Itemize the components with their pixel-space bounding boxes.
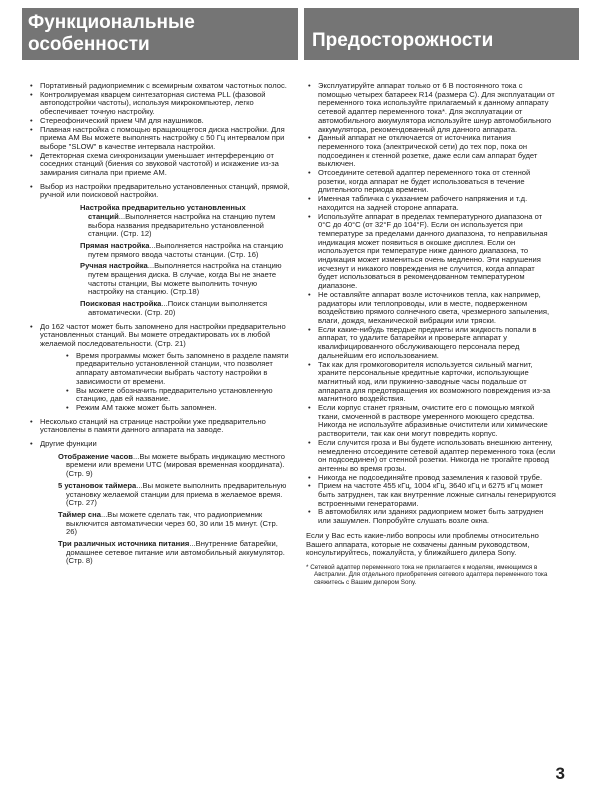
feature-item: • Детекторная схема синхронизации уменьшает интерференцию от соседних станций (биения со звуковой частотой) и искажение из-за замирания сигнала при приеме АМ. — [28, 152, 290, 178]
memory-subitem: • Режим АМ также может быть запомнен. — [66, 404, 290, 413]
other-function: 5 установок таймера...Вы можете выполнить предварительную установку желаемой станции для приема в желаемое время. (Стр. 27) — [58, 480, 287, 508]
feature-item-tuning — [28, 183, 290, 318]
precaution-item: • Используйте аппарат в пределах температурного диапазона от 0°С до 40°С (от 32°F до 104°F). Если он используется при температуре за пределами данного диапазона, то неправильная индикация может появиться в окошке дисплея. Если он используется при температуре ниже данного диапазона, то индикация может измениться очень медленно. Эти нарушения исчезнут и никакого повреждения не случится, когда аппарат будет использоваться в рекомендованном температурном диапазоне. — [306, 213, 556, 291]
precaution-item: • Если корпус станет грязным, очистите его с помощью мягкой ткани, смоченной в растворе умеренного моющего средства. Никогда не используйте абразивные очистители или химические растворители, так как они могут повредить корпус. — [306, 404, 556, 439]
precaution-item: • Не оставляйте аппарат возле источников тепла, как например, радиаторы или теплопроводы, или в месте, подверженном воздействию прямого солнечного света, чрезмерного запыления, влаги, дождя, механической вибрации или тряски. — [306, 291, 556, 326]
feature-item-other — [28, 440, 290, 566]
precaution-item: • Никогда не подсоединяйте провод заземления к газовой трубе. — [306, 474, 556, 483]
closing-note: Если у Вас есть какие-либо вопросы или проблемы относительно Вашего аппарата, которые не охвачены данным руководством, консультируйтесь, пожалуйста, у ближайшего дилера Sony. — [306, 530, 539, 558]
precaution-item: • В автомобилях или зданиях радиоприем может быть затруднен или зашумлен. Попробуйте слушать возле окна. — [306, 508, 556, 525]
feature-item: • Контролируемая кварцем синтезаторная система PLL (фазовой автоподстройки частоты), используя микрокомпьютер, легко обеспечивает точную настройку. — [28, 91, 290, 117]
tuning-mode: Поисковая настройка...Поиск станции выполняется автоматически. (Стр. 20) — [80, 299, 268, 317]
memory-subitem: • Время программы может быть запомнено в разделе памяти предварительно установленной станции, что позволяет аппарату автоматически выбрать частоту настройки в зависимости от времени. — [66, 352, 290, 387]
other-functions — [40, 453, 290, 566]
feature-item: • Портативный радиоприемник с всемирным охватом частотных полос. — [28, 82, 290, 91]
other-function: Таймер сна...Вы можете сделать так, что радиоприемник выключится автоматически через 60, 30 или 15 минут. (Стр. 26) — [58, 509, 278, 537]
precaution-item: • Именная табличка с указанием рабочего напряжения и т.д. находится на задней стороне аппарата. — [306, 195, 556, 212]
tuning-mode: Ручная настройка...Выполняется настройка на станцию путем вращения диска. В случае, когда Вы не знаете частоты станции, Вы можете выполнить точную настройку на станцию. (Стр.18) — [80, 261, 282, 297]
tuning-mode: Настройка предварительно установленных станций...Выполняется настройка на станцию путем выбора названия предварительно установленной станции. (Стр. 12) — [80, 203, 276, 239]
precaution-item: • Эксплуатируйте аппарат только от 6 В постоянного тока с помощью четырех батареек R14 (размера С). Для эксплуатации от переменного тока используйте прилагаемый к данному аппарату сетевой адаптер переменного тока*. Для эксплуатации от автомобильного аккумулятора используйте шнур автомобильного аккумулятора, рекомендованный для данного аппарата. — [306, 82, 556, 134]
precautions-column — [306, 82, 556, 586]
memory-subitem: • Вы можете обозначить предварительно установленную станцию, дав ей название. — [66, 387, 290, 404]
other-intro: • Другие функции — [40, 439, 97, 449]
precaution-item: • Если какие-нибудь твердые предметы или жидкость попали в аппарат, то удалите батарейки и проверьте аппарат у квалифицированного обслуживающего персонала перед дальнейшим его использованием. — [306, 326, 556, 361]
precaution-item: • Если случится гроза и Вы будете использовать внешнюю антенну, немедленно отсоедините сетевой адаптер переменного тока (если он подсоединен) от стенной розетки. Никогда не трогайте провод антенны во время грозы. — [306, 439, 556, 474]
memory-sublist — [40, 352, 290, 413]
feature-item: • Несколько станций на странице настройки уже предварительно установлены в памяти данного аппарата на заводе. — [28, 418, 290, 435]
feature-item: • Стереофонический прием ЧМ для наушников. — [28, 117, 290, 126]
feature-item: • Плавная настройка с помощью вращающегося диска настройки. Для приема АМ Вы можете выполнять настройку с 50 Гц интервалом при выборе "SLOW" в качестве интервала настройки. — [28, 126, 290, 152]
precaution-item: • Так как для громкоговорителя используется сильный магнит, храните персональные кредитные карточки, использующие магнитный код, или пружинно-заводные часы подальше от аппарата для предотвращения их возможного повреждения из-за магнитного воздействия. — [306, 361, 556, 405]
feature-item-memory — [28, 323, 290, 413]
precaution-item: • Прием на частоте 455 кГц, 1004 кГц, 3640 кГц и 6275 кГц может быть затруднен, так как внутренние ложные сигналы генерируются встроенными генераторами. — [306, 482, 556, 508]
precautions-header: Предосторожности — [304, 8, 579, 60]
other-function: Три различных источника питания...Внутренние батарейки, домашнее сетевое питание или автомобильный аккумулятор. (Стр. 8) — [58, 539, 285, 566]
footnote: * Сетевой адаптер переменного тока не прилагается к моделям, имеющимся в Австралии. Для отдельного приобретения сетевого адаптера переменного тока свяжитесь с Вашим дилером Sony. — [306, 563, 548, 586]
tuning-modes — [40, 204, 290, 317]
memory-intro: • До 162 частот может быть запомнено для настройки предварительно установленных станций. Вы можете отредактировать их в любой желаемой последовательности. (Стр. 21) — [40, 321, 286, 348]
tuning-intro: • Выбор из настройки предварительно установленных станций, прямой, ручной или поисковой настройки. — [40, 181, 290, 200]
features-header: Функциональные особенности — [22, 8, 298, 60]
page-number: 3 — [555, 764, 565, 783]
tuning-mode: Прямая настройка...Выполняется настройка на станцию путем прямого ввода частоты станции. (Стр. 16) — [80, 240, 284, 259]
precaution-item: • Отсоедините сетевой адаптер переменного тока от стенной розетки, когда аппарат не будет использоваться в течение длительного периода времени. — [306, 169, 556, 195]
other-function: Отображение часов...Вы можете выбрать индикацию местного времени или времени UTC (мировая временная координата). (Стр. 9) — [58, 451, 285, 479]
features-column — [28, 82, 290, 569]
precaution-item: • Данный аппарат не отключается от источника питания переменного тока (электрической сети) до тех пор, пока он подсоединен к стенной розетке, даже если сам аппарат будет выключен. — [306, 134, 556, 169]
